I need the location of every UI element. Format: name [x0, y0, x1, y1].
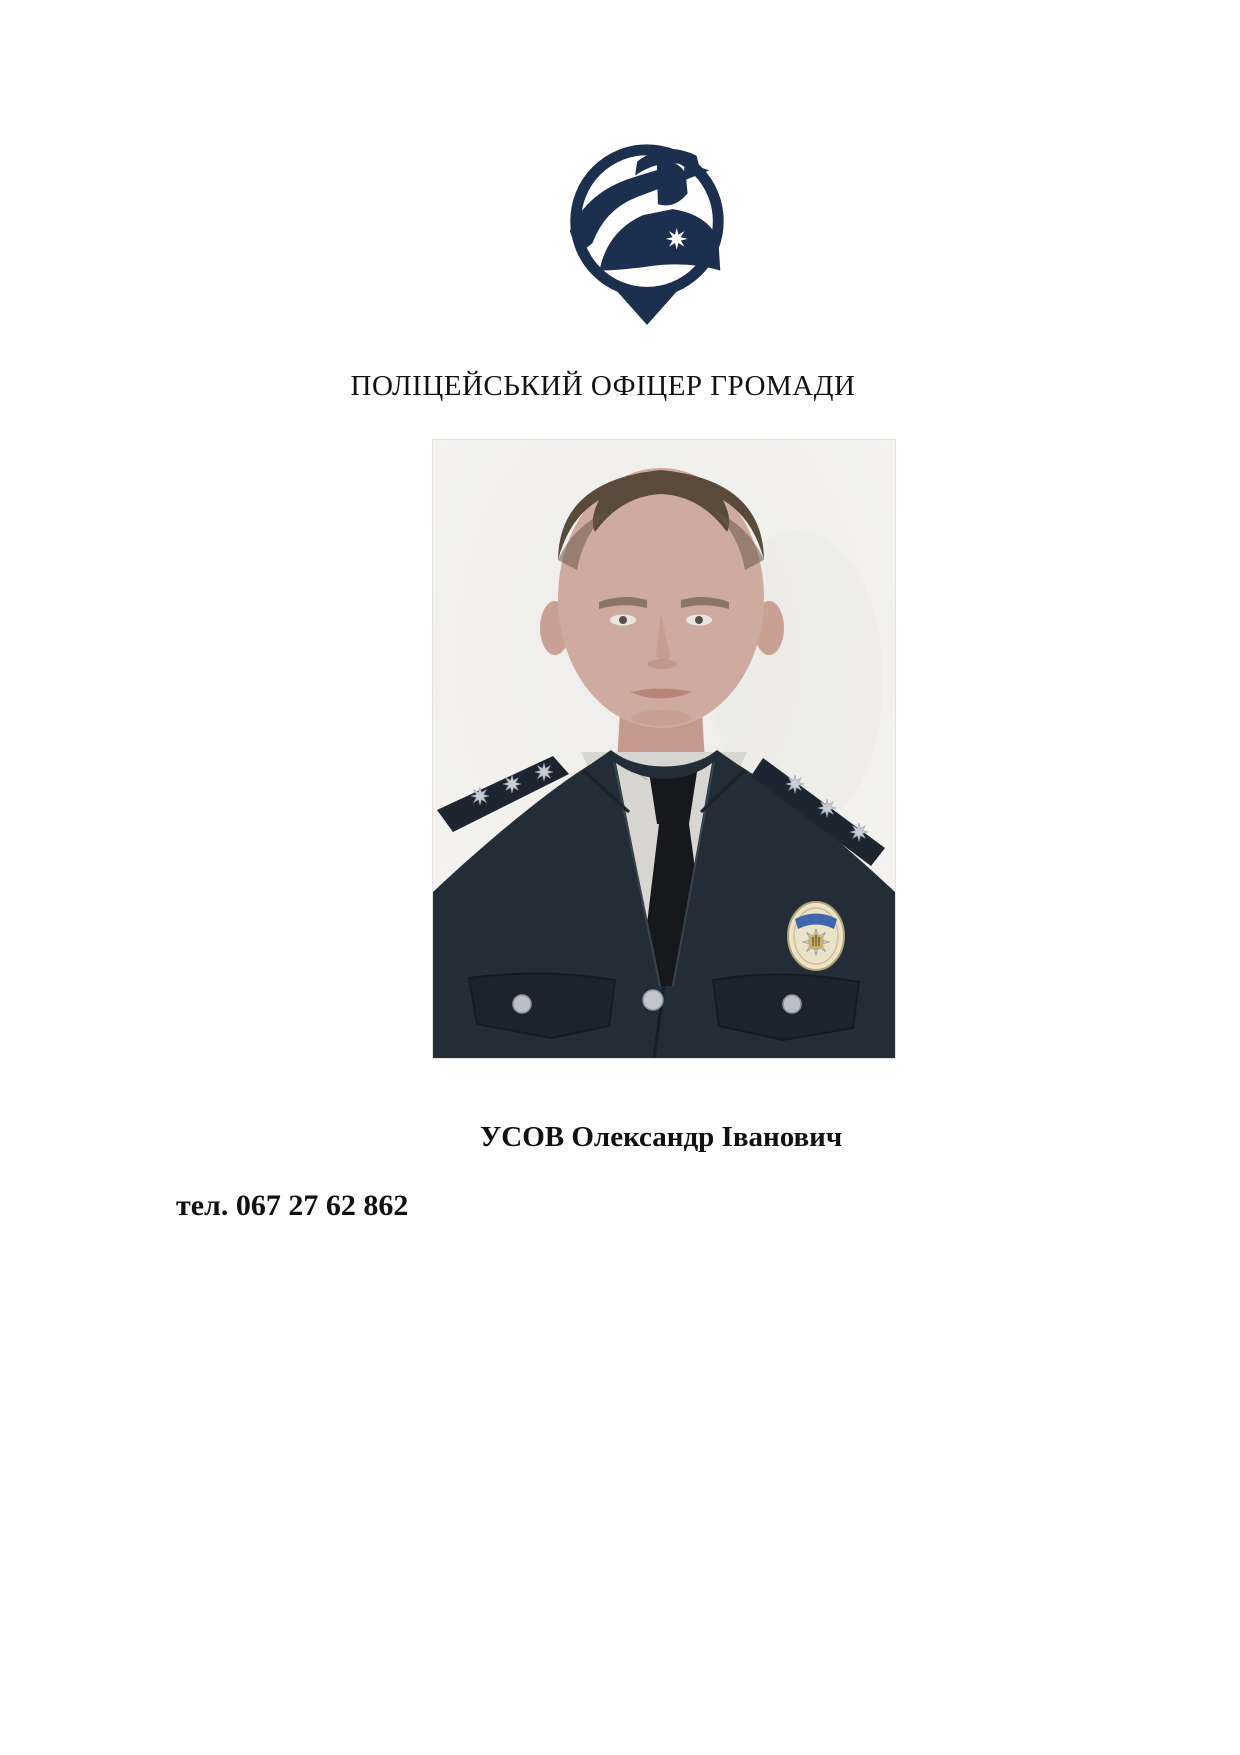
chest-star-icon [666, 228, 688, 250]
phone-number: тел. 067 27 62 862 [176, 1189, 409, 1222]
jacket-button [643, 990, 663, 1010]
pocket-button [513, 995, 531, 1013]
page-title: ПОЛІЦЕЙСЬКИЙ ОФІЦЕР ГРОМАДИ [350, 370, 856, 402]
police-officer-logo [548, 120, 746, 330]
pocket-button [783, 995, 801, 1013]
police-badge-icon [788, 902, 844, 970]
officer-portrait-photo [433, 440, 895, 1058]
portrait-illustration [433, 440, 895, 1058]
tie [649, 772, 697, 824]
officer-name: УСОВ Олександр Іванович [480, 1121, 843, 1153]
saluting-officer-pin-icon [548, 120, 746, 330]
